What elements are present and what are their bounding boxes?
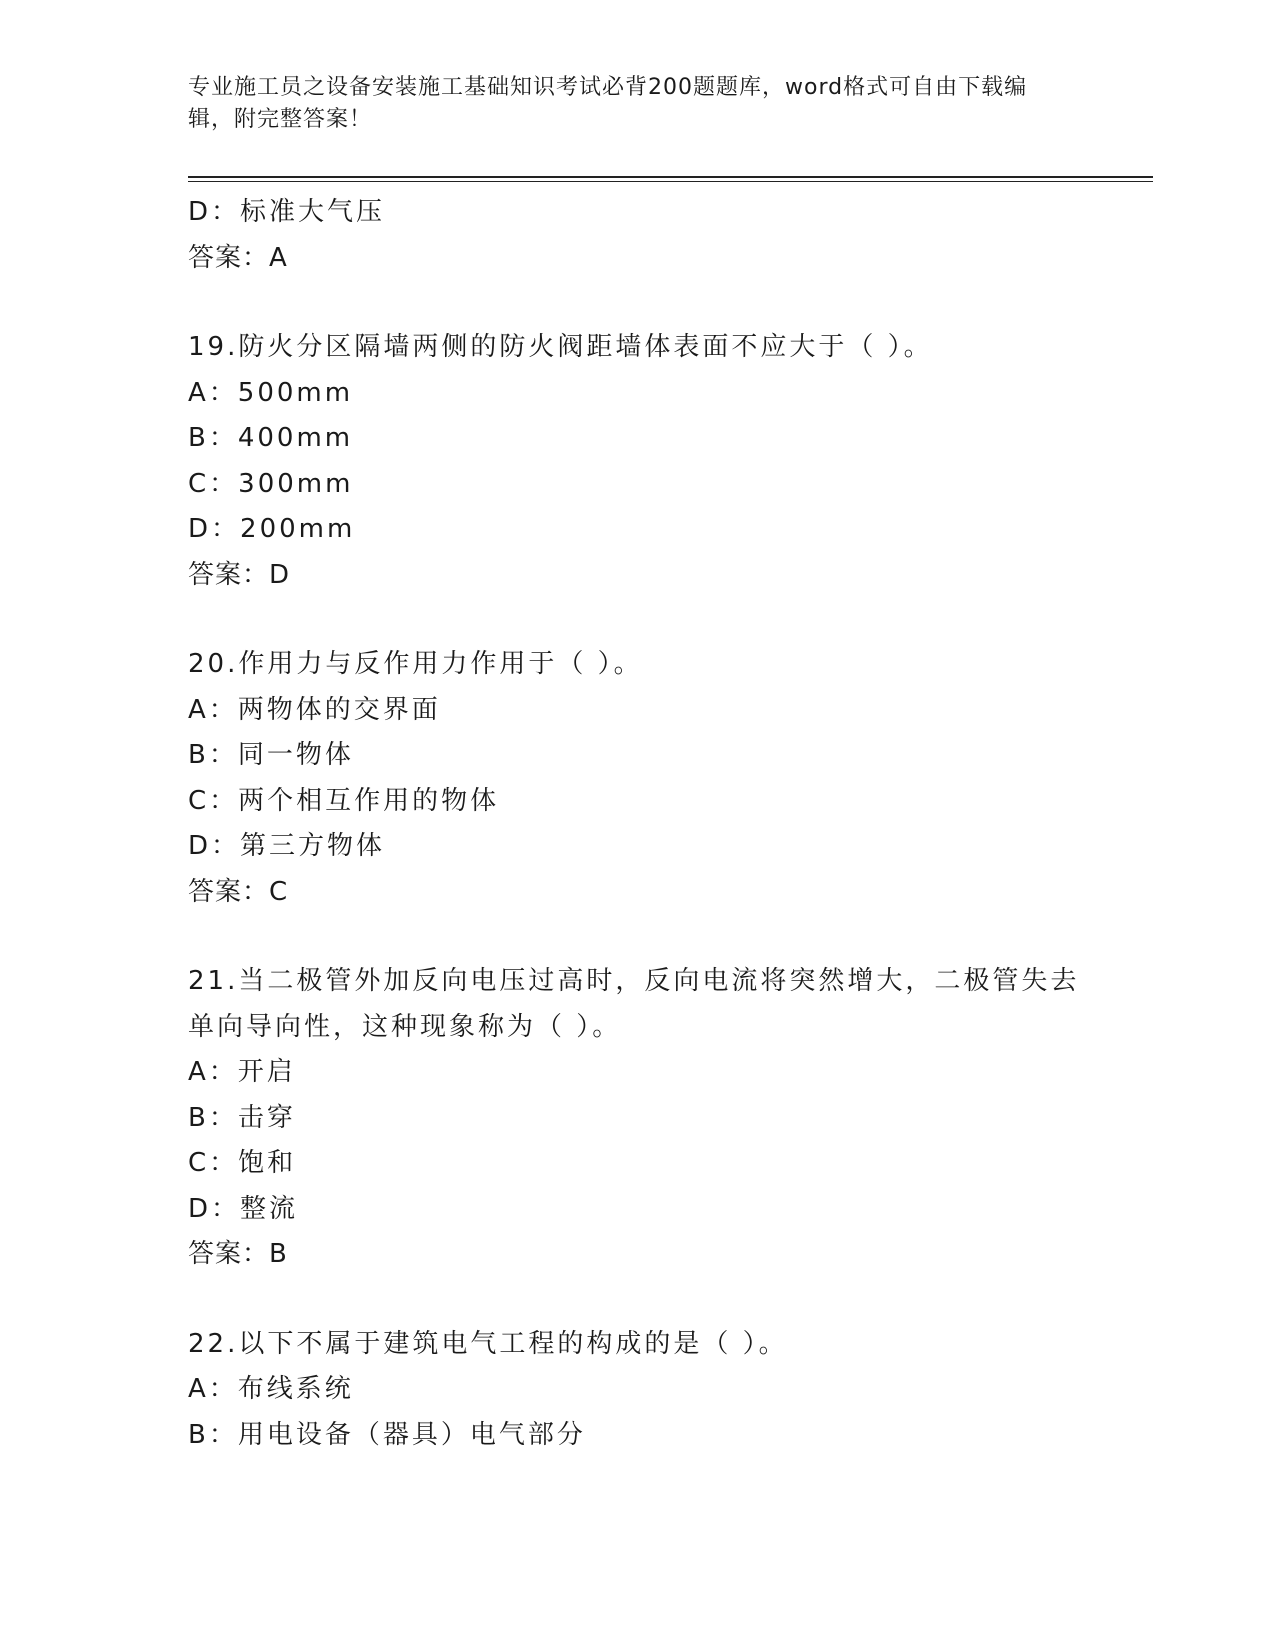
spacer [188,915,1148,959]
q20-option-b: B：同一物体 [188,740,354,770]
header-rule-thick [188,176,1153,178]
q22-question: 22.以下不属于建筑电气工程的构成的是（ ）。 [188,1328,788,1359]
q21-option-a: A：开启 [188,1057,296,1087]
q19-option-c: C：300mm [188,468,354,499]
header-rule-thin [188,181,1153,182]
q20-answer: 答案：C [188,876,289,907]
q21-question-line1: 21.当二极管外加反向电压过高时，反向电流将突然增大，二极管失去 [188,966,1080,996]
q21-option-d: D：整流 [188,1193,299,1224]
spacer [188,281,1148,325]
q19-option-a: A：500mm [188,377,354,408]
q20-option-a: A：两物体的交界面 [188,694,441,725]
q19-option-d: D：200mm [188,514,356,544]
q20-option-c: C：两个相互作用的物体 [188,785,500,816]
q19-question: 19.防火分区隔墙两侧的防火阀距墙体表面不应大于（ ）。 [188,332,933,362]
spacer [188,1278,1148,1322]
q20-question: 20.作用力与反作用力作用于（ ）。 [188,649,643,679]
q19-option-b: B：400mm [188,423,354,453]
q21-option-c: C：饱和 [188,1148,297,1178]
question-content [188,190,1148,1458]
q21-question-line2: 单向导向性，这种现象称为（ ）。 [188,1011,622,1042]
page-header: 专业施工员之设备安装施工基础知识考试必背200题题库，word格式可自由下载编辑，附完整答案！ [188,75,1028,132]
q22-option-b: B：用电设备（器具）电气部分 [188,1419,586,1450]
spacer [188,598,1148,642]
q21-option-b: B：击穿 [188,1102,296,1133]
q18-answer: 答案：A [188,242,288,273]
q18-option-d: D：标准大气压 [188,197,386,227]
q19-answer: 答案：D [188,559,291,590]
q21-answer: 答案：B [188,1239,288,1269]
q20-option-d: D：第三方物体 [188,831,386,861]
q22-option-a: A：布线系统 [188,1374,354,1404]
